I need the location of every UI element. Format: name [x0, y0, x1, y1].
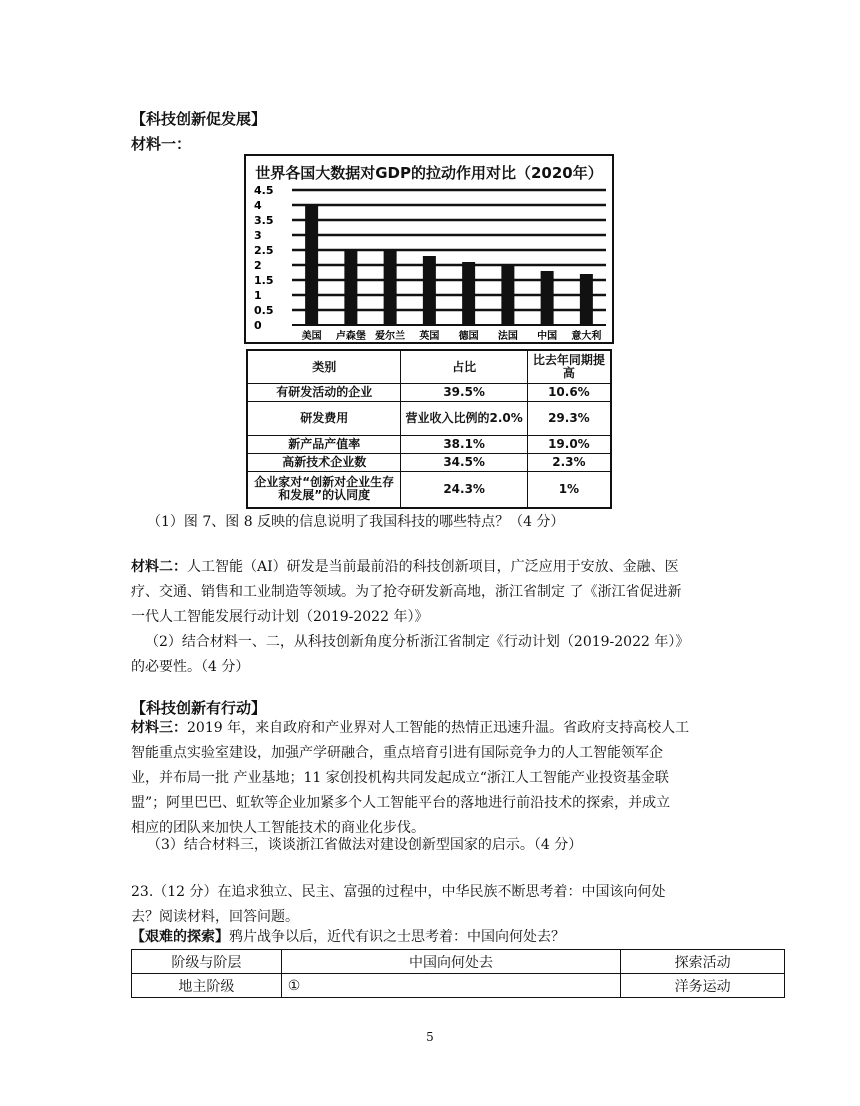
gdp-bar-chart — [244, 154, 614, 344]
material3-line: 相应的团队来加快人工智能技术的商业化步伐。 — [131, 820, 425, 836]
y-tick-label: 1 — [254, 289, 262, 302]
table-cell: 研发费用 — [247, 402, 401, 436]
table-header-row — [247, 350, 611, 384]
x-tick-label: 爱尔兰 — [375, 331, 406, 342]
question-23 — [131, 880, 791, 930]
question-2-line: （2）结合材料一、二，从科技创新角度分析浙江省制定《行动计划（2019-2022 年）》 — [145, 634, 690, 650]
question-23-line: 去？阅读材料，回答问题。 — [131, 909, 299, 925]
table-cell: 2.3% — [527, 454, 611, 472]
material2-line: 疗、交通、销售和工业制造等领域。为了抢夺研发新高地，浙江省制定 了《浙江省促进新 — [131, 584, 682, 600]
x-tick-label: 英国 — [419, 331, 440, 342]
bar-6 — [501, 265, 514, 325]
y-tick-label: 0 — [254, 319, 262, 332]
header-category: 类别 — [247, 350, 401, 384]
x-tick-label: 德国 — [458, 331, 479, 342]
section-title-innovation-development: 【科技创新促发展】 — [131, 110, 267, 128]
table-cell: 地主阶级 — [132, 974, 282, 998]
table-row — [247, 472, 611, 508]
material2-block — [131, 555, 791, 630]
material2-line: 人工智能（AI）研发是当前最前沿的科技创新项目，广泛应用于安放、金融、医 — [187, 559, 679, 575]
material3-block — [131, 716, 791, 841]
table-row — [132, 974, 785, 998]
y-tick-label: 4 — [254, 199, 262, 212]
exploration-table — [131, 949, 785, 998]
x-tick-label: 中国 — [537, 331, 558, 342]
bar-5 — [462, 262, 475, 325]
material3-label: 材料三： — [131, 720, 187, 736]
table-cell: 10.6% — [527, 384, 611, 402]
y-tick-label: 0.5 — [254, 304, 274, 317]
bar-8 — [580, 274, 593, 325]
question-2 — [131, 630, 791, 680]
material2-label: 材料二： — [131, 559, 187, 575]
table-row — [247, 384, 611, 402]
header-share: 占比 — [401, 350, 527, 384]
y-tick-label: 2 — [254, 259, 262, 272]
table-cell: 新产品产值率 — [247, 436, 401, 454]
y-tick-label: 4.5 — [254, 184, 274, 197]
header-increase: 比去年同期提高 — [527, 350, 611, 384]
material3-line: 2019 年，来自政府和产业界对人工智能的热情正迅速升温。省政府支持高校人工 — [187, 720, 690, 736]
table-cell: 企业家对“创新对企业生存和发展”的认同度 — [247, 472, 401, 508]
header-class: 阶级与阶层 — [132, 950, 282, 974]
chart-canvas — [246, 156, 612, 342]
table-cell: 24.3% — [401, 472, 527, 508]
question-23-line: 23.（12 分）在追求独立、民主、富强的过程中，中华民族不断思考着：中国该向何处 — [131, 884, 666, 900]
table-row — [247, 454, 611, 472]
y-tick-label: 2.5 — [254, 244, 274, 257]
section-title-innovation-action: 【科技创新有行动】 — [131, 699, 267, 717]
table-cell: 有研发活动的企业 — [247, 384, 401, 402]
material1-label: 材料一： — [131, 135, 192, 153]
page-number: 5 — [426, 1030, 434, 1044]
bar-3 — [384, 250, 397, 325]
table-row — [247, 436, 611, 454]
question-2-line: 的必要性。（4 分） — [131, 659, 250, 675]
y-tick-label: 3.5 — [254, 214, 274, 227]
y-tick-label: 1.5 — [254, 274, 274, 287]
material3-line: 盟”；阿里巴巴、虹软等企业加紧多个人工智能平台的落地进行前沿技术的探索，并成立 — [131, 795, 671, 811]
table-cell: 19.0% — [527, 436, 611, 454]
question-1: （1）图 7、图 8 反映的信息说明了我国科技的哪些特点？（4 分） — [147, 514, 565, 530]
header-direction: 中国向何处去 — [281, 950, 620, 974]
table-row — [247, 402, 611, 436]
material3-line: 业，并布局一批 产业基地；11 家创投机构共同发起成立“浙江人工智能产业投资基金联 — [131, 770, 669, 786]
question-3: （3）结合材料三，谈谈浙江省做法对建设创新型国家的启示。（4 分） — [147, 837, 583, 853]
x-tick-label: 美国 — [301, 331, 322, 342]
table-cell: 29.3% — [527, 402, 611, 436]
x-tick-label: 法国 — [497, 331, 518, 342]
table-cell: ① — [281, 974, 620, 998]
explore-intro-text: 鸦片战争以后，近代有识之士思考着：中国向何处去？ — [229, 929, 565, 945]
bar-4 — [423, 256, 436, 325]
y-tick-label: 3 — [254, 229, 262, 242]
table-cell: 38.1% — [401, 436, 527, 454]
header-activity: 探索活动 — [621, 950, 785, 974]
table-cell: 营业收入比例的2.0% — [401, 402, 527, 436]
table-cell: 洋务运动 — [621, 974, 785, 998]
bar-7 — [541, 271, 554, 325]
table-cell: 1% — [527, 472, 611, 508]
explore-title: 【艰难的探索】 — [131, 929, 229, 945]
material3-line: 智能重点实验室建设，加强产学研融合，重点培育引进有国际竞争力的人工智能领军企 — [131, 745, 663, 761]
material2-line: 一代人工智能发展行动计划（2019-2022 年）》 — [131, 609, 429, 625]
bar-1 — [305, 205, 318, 325]
x-tick-label: 意大利 — [571, 331, 602, 342]
explore-intro — [131, 925, 565, 950]
table-cell: 34.5% — [401, 454, 527, 472]
table-header-row — [132, 950, 785, 974]
chart-title: 世界各国大数据对GDP的拉动作用对比（2020年） — [255, 164, 603, 182]
table-cell: 高新技术企业数 — [247, 454, 401, 472]
table-cell: 39.5% — [401, 384, 527, 402]
bar-2 — [344, 250, 357, 325]
innovation-stats-table — [246, 349, 612, 509]
x-tick-label: 卢森堡 — [335, 331, 366, 342]
